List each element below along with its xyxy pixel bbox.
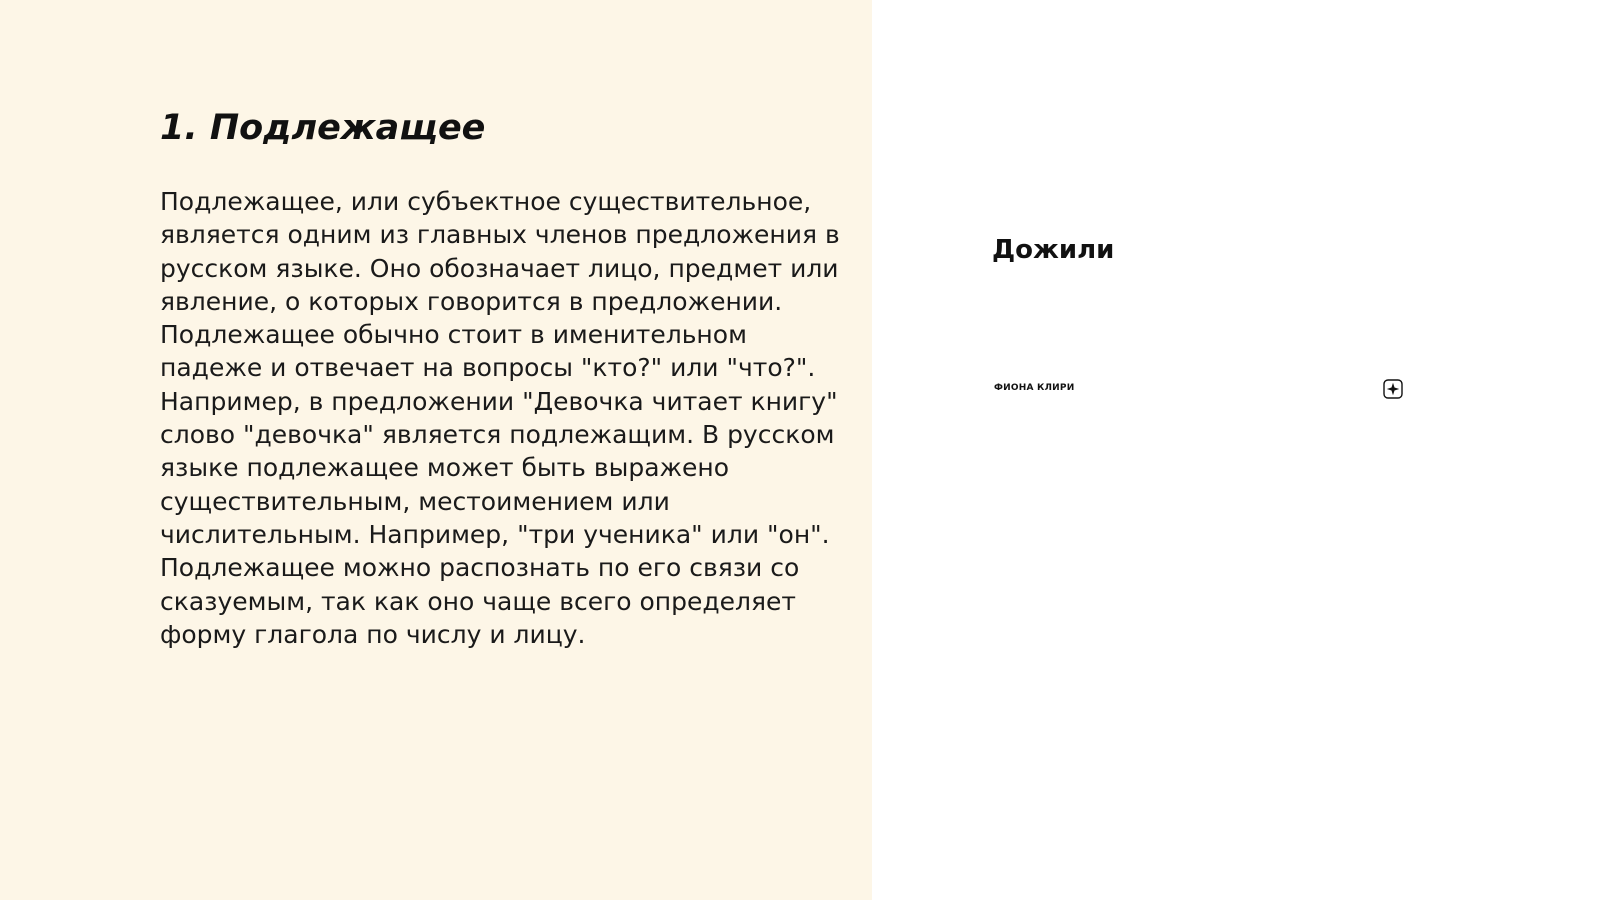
sparkle-icon-graphic [1383,379,1403,399]
body-text: Подлежащее, или субъектное существительное, является одним из главных членов предложения в русском языке. Оно обозначает лицо, предмет или явление, о которых говорится в предложении. Подлежащее обычно стоит в именительном падеже и отвечает на вопросы "кто?" или "что?". Например, в предложении "Девочка читает книгу" слово "девочка" является подлежащим. В русском языке подлежащее может быть выражено существительным, местоимением или числительным. Например, "три ученика" или "он". Подлежащее можно распознать по его связи со сказуемым, так как оно чаще всего определяет форму глагола по числу и лицу. [160,187,840,649]
right-panel [872,0,1600,900]
card-author: ФИОНА КЛИРИ [994,383,1075,393]
section-title: 1. Подлежащее [160,108,486,148]
sparkle-icon[interactable] [1383,379,1403,399]
card-title: Дожили [992,235,1115,265]
